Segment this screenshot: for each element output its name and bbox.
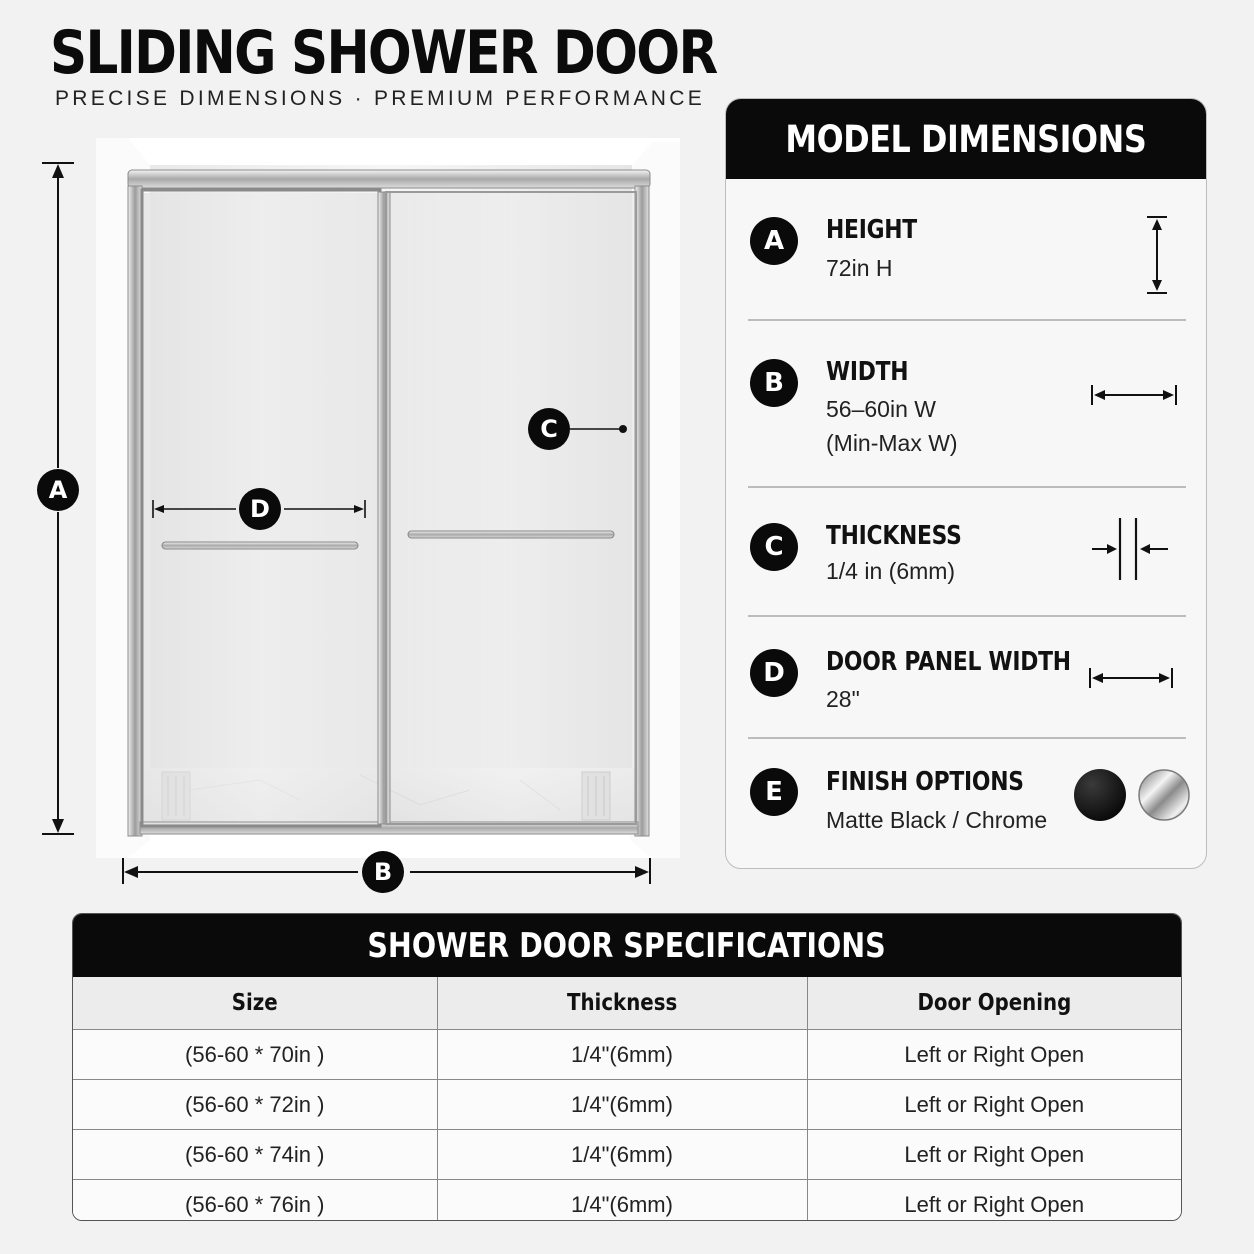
column-header-size: Size <box>73 977 437 1030</box>
finish-swatches-icon <box>1072 767 1192 823</box>
row-divider <box>748 486 1186 488</box>
thickness-arrows-icon <box>1090 516 1170 582</box>
row-divider <box>748 737 1186 739</box>
size-cell: (56-60 * 72in ) <box>73 1080 437 1130</box>
chrome-swatch <box>1139 770 1189 820</box>
dimension-value-note: (Min-Max W) <box>826 430 958 456</box>
shower-door-diagram <box>0 0 700 900</box>
horizontal-dimension-arrow-icon <box>1088 665 1176 691</box>
thickness-cell: 1/4"(6mm) <box>437 1080 807 1130</box>
specifications-table-card <box>72 913 1182 1221</box>
dimension-label: FINISH OPTIONS <box>826 767 1024 797</box>
size-cell: (56-60 * 74in ) <box>73 1130 437 1180</box>
callout-badge-b: B <box>362 851 404 893</box>
thickness-cell: 1/4"(6mm) <box>437 1180 807 1222</box>
table-row <box>73 1130 1181 1180</box>
model-dimensions-card <box>725 98 1207 869</box>
dimension-label: HEIGHT <box>826 215 917 245</box>
model-dimensions-title: MODEL DIMENSIONS <box>785 117 1147 161</box>
callout-badge-c: C <box>528 408 570 450</box>
shower-door-illustration <box>0 0 700 900</box>
thickness-cell: 1/4"(6mm) <box>437 1130 807 1180</box>
door-opening-cell: Left or Right Open <box>807 1080 1181 1130</box>
callout-badge-a: A <box>37 469 79 511</box>
horizontal-dimension-arrow-icon <box>1090 382 1180 408</box>
specifications-table <box>73 977 1181 1221</box>
specifications-header <box>73 914 1181 977</box>
page-subtitle: PRECISE DIMENSIONS · PREMIUM PERFORMANCE <box>55 87 706 110</box>
dimension-label: WIDTH <box>826 357 909 387</box>
towel-bar-right <box>408 531 614 538</box>
model-dimensions-header <box>726 99 1206 179</box>
vertical-dimension-arrow-icon <box>1142 215 1172 297</box>
door-opening-cell: Left or Right Open <box>807 1130 1181 1180</box>
size-cell: (56-60 * 70in ) <box>73 1030 437 1080</box>
dimension-value: 28" <box>826 686 860 712</box>
dimension-row-door-panel-width <box>748 629 1186 737</box>
dimension-value: 56–60in W <box>826 396 936 422</box>
column-header-door-opening: Door Opening <box>807 977 1181 1030</box>
dimension-label: DOOR PANEL WIDTH <box>826 647 1071 677</box>
right-jamb <box>635 186 649 836</box>
door-opening-cell: Left or Right Open <box>807 1180 1181 1222</box>
left-jamb <box>128 186 142 836</box>
row-divider <box>748 615 1186 617</box>
dimension-row-thickness <box>748 504 1186 614</box>
dimension-value: Matte Black / Chrome <box>826 807 1048 833</box>
callout-badge-d: D <box>239 488 281 530</box>
towel-bar-left <box>162 542 358 549</box>
dimension-row-finish-options <box>748 751 1186 861</box>
top-track <box>128 170 650 188</box>
row-divider <box>748 319 1186 321</box>
column-header-thickness: Thickness <box>437 977 807 1030</box>
table-row <box>73 1030 1181 1080</box>
size-cell: (56-60 * 76in ) <box>73 1180 437 1222</box>
dimension-row-width <box>748 340 1186 485</box>
door-panel-right <box>388 193 634 823</box>
table-header-row <box>73 977 1181 1030</box>
dimension-row-height <box>748 199 1186 319</box>
dimension-label: THICKNESS <box>826 521 962 551</box>
row-badge-d: D <box>750 649 798 697</box>
row-badge-b: B <box>750 359 798 407</box>
page-title: SLIDING SHOWER DOOR <box>50 18 717 88</box>
row-badge-c: C <box>750 523 798 571</box>
matte-black-swatch <box>1074 769 1126 821</box>
table-row <box>73 1080 1181 1130</box>
door-opening-cell: Left or Right Open <box>807 1030 1181 1080</box>
row-badge-e: E <box>750 768 798 816</box>
dimension-value: 1/4 in (6mm) <box>826 558 956 584</box>
row-badge-a: A <box>750 217 798 265</box>
dimension-value: 72in H <box>826 255 893 281</box>
specifications-title: SHOWER DOOR SPECIFICATIONS <box>367 925 887 966</box>
thickness-cell: 1/4"(6mm) <box>437 1030 807 1080</box>
table-row <box>73 1180 1181 1222</box>
